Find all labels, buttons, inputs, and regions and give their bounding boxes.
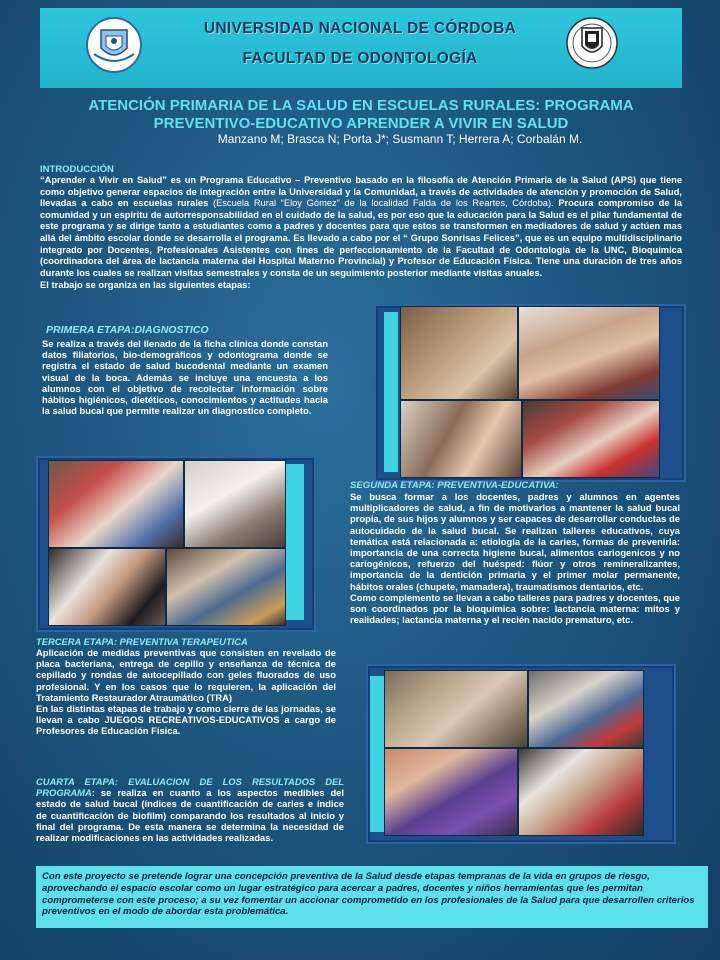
poster-title-line-2: PREVENTIVO-EDUCATIVO APRENDER A VIVIR EN SALUD <box>153 115 569 132</box>
faculty-crest-logo <box>566 16 618 70</box>
photo-dental-treatment <box>518 748 644 836</box>
photo-dental-check <box>400 400 522 478</box>
stage-4-section <box>36 776 344 843</box>
introduction-text <box>40 175 682 279</box>
stage-4-heading: CUARTA ETAPA: EVALUACION DE LOS RESULTADOS DEL PROGRAMA <box>36 776 344 799</box>
photo-children-workshop <box>48 460 184 548</box>
stage-3-text: Aplicación de medidas preventivas que consisten en revelado de placa bacteriana, entrega de cepillo y enseñanza de técnica de cepillado y rondas de autocepillado con geles fluorados de uso profesional. Y en los casos que lo requieren, la aplicación del Tratamiento Restaurador Atraumático (TRA) <box>36 647 336 703</box>
stage-2-section <box>350 480 680 625</box>
photo-giant-tooth <box>184 460 286 548</box>
university-crest-logo <box>84 16 144 74</box>
stage-2-text: Se busca formar a los docentes, padres y alumnos en agentes multiplicadores de salud, a fin de motivarlos a mantener la salud bucal propia, de sus hijos y alumnos y ser capaces de desarrollar conductas de autocuidado de la salud bucal. Se realizan talleres educativos, cuya temática está relacionada a: etiología de la caries, formas de prevenirla: importancia de una correcta higiene bucal, alimentos cariogenicos y no cariogénicos, refuerzo del huésped: flúor y otros remineralizantes, importancia de la dentición primaria y el primer molar permanente, hábitos orales (chupete, mamadera), traumatismos dentarios, etc. <box>350 491 680 592</box>
poster-title <box>40 97 682 133</box>
intro-text-c: Procura compromiso de la comunidad y un espíritu de autorresponsabilidad en el cuidado de la salud, es por eso que la educación para la Salud es el pilar fundamental de este programa y se dirige tanto a estudiantes como a padres y docentes para que estos se transformen en mediadores de salud y actúen mas allá del ámbito escolar donde se desarrolla el programa. Es llevado a cabo por el “ Grupo Sonrisas Felices”, que es un equipo multidisciplinario integrado por Docentes, Profesionales Asistentes con fines de perfeccionamiento de la Facultad de Odontología de la UNC, Bioquímica (coordinadora del área de lactancia materna del Hospital Materno Provincial) y Profesor de Educación Física. Tiene una duración de tres años durante los cuales se realizan visitas semestrales y consta de un seguimiento posterior mediante visitas anuales. <box>40 198 682 278</box>
photo-children-purple <box>384 748 518 836</box>
photo-outdoor-activity <box>384 670 528 748</box>
conclusion-box <box>36 866 708 928</box>
photo-diagnostic-exam <box>400 306 518 400</box>
introduction-section <box>40 164 682 291</box>
introduction-heading: INTRODUCCIÓN <box>40 164 114 175</box>
photo-toothbrushing <box>528 670 644 748</box>
stage-2-text-2: Como complemento se llevan a cabo talleres para padres y docentes, que son coordinados por la bioquímica sobre: lactancia materna: mitos y realidades; lactancia materna y el recién nacido prematuro, etc. <box>350 591 680 626</box>
stage-1-text: Se realiza a través del llenado de la ficha clínica donde constan datos filiatorios, bio-demográficos y odontograma donde se registra el estado de salud bucodental mediante un examen visual de la boca. Además se incluye una encuesta a los alumnos con el objetivo de recolectar información sobre hábitos higiénicos, dietéticos, conocimientos y actitudes hacia la salud bucal que permite realizar un diagnostico completo. <box>42 338 328 417</box>
photo-puppets <box>48 548 166 626</box>
authors: Manzano M; Brasca N; Porta J*; Susmann T; Herrera A; Corbalán M. <box>217 132 583 146</box>
university-name: UNIVERSIDAD NACIONAL DE CÓRDOBA <box>203 20 517 37</box>
intro-text-school: (Escuela Rural “Eloy Gómez” de la localidad Falda de los Reartes, Córdoba). <box>212 198 554 209</box>
stage-1-heading: PRIMERA ETAPA:DIAGNOSTICO <box>46 324 209 336</box>
decorative-bar <box>384 312 398 472</box>
stage-2-heading: SEGUNDA ETAPA: PREVENTIVA-EDUCATIVA: <box>350 480 559 491</box>
photo-classroom <box>522 400 660 478</box>
photo-puppet-show <box>166 548 286 626</box>
stage-3-text-2: En las distintas etapas de trabajo y como cierre de las jornadas, se llevan a cabo JUEGOS RECREATIVOS-EDUCATIVOS a cargo de Profesores de Educación Física. <box>36 703 336 737</box>
stages-intro-line: El trabajo se organiza en las siguientes etapas: <box>40 279 251 291</box>
stage-4-text: : se realiza en cuanto a los aspectos medibles del estado de salud bucal (índices de cuantificación de caries e índice de cuantificación de biofilm) comparando los resultados al inicio y final del programa. De esta manera se determina la necesidad de realizar modificaciones en las actividades realizadas. <box>36 787 344 844</box>
faculty-name: FACULTAD DE ODONTOLOGÍA <box>242 50 478 67</box>
stage-3-section <box>36 636 336 737</box>
decorative-bar <box>370 676 384 832</box>
stage-3-heading: TERCERA ETAPA: PREVENTIVA TERAPEUTICA <box>36 636 248 647</box>
decorative-bar <box>286 464 304 620</box>
intro-text-a: “Aprender a Vivir en Salud” es un Programa Educativo – Preventivo basado en la filosofía de Atención Primaria de la Salud (APS) que tiene como objetivo generar espacios de integración entre la Universidad y la Comunidad, a través de actividades de atención y promoción de Salud, llevadas a cabo en escuelas rurales <box>40 175 682 209</box>
conclusion-text: Con este proyecto se pretende lograr una concepción preventiva de la Salud desde etapas tempranas de la vida en grupos de riesgo, aprovechando el espacio escolar como un lugar estratégico para acercar a padres, docentes y niños herramientas que les permitan comprometerse con este proceso; a su vez fomentar un accionar comprometido en los profesionales de la Salud para que desarrollen criterios preventivos en el modo de abordar esta problemática. <box>42 871 695 918</box>
poster-title-line-1: ATENCIÓN PRIMARIA DE LA SALUD EN ESCUELAS RURALES: PROGRAMA <box>88 97 634 114</box>
stage-1-heading-wrap <box>46 324 246 336</box>
photo-children-group <box>518 306 660 400</box>
